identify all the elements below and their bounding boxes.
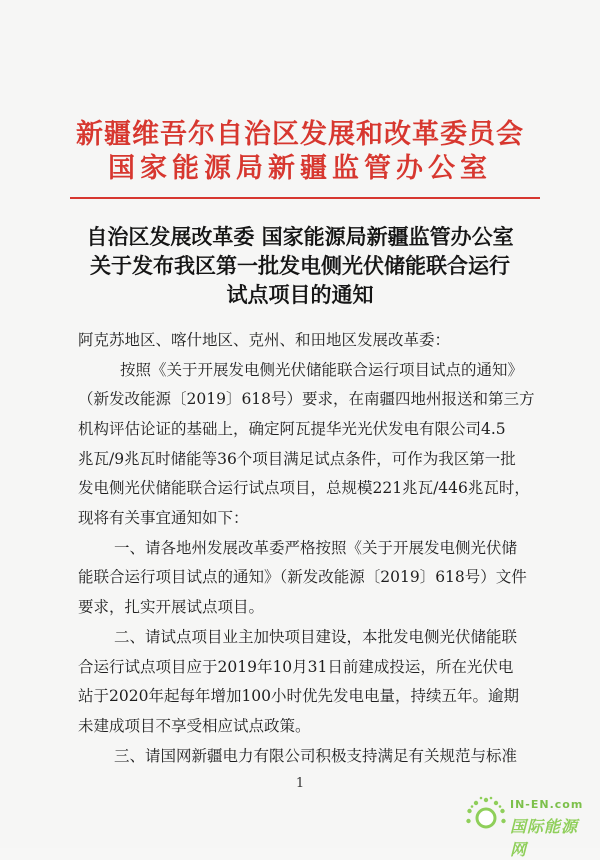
title-line-3: 试点项目的通知 xyxy=(226,282,374,307)
red-separator-rule xyxy=(70,197,540,199)
salutation-line: 阿克苏地区、喀什地区、克州、和田地区发展改革委： xyxy=(78,331,451,349)
header-org-line-2: 国家能源局新疆监管办公室 xyxy=(108,153,492,184)
header-org-line-1: 新疆维吾尔自治区发展和改革委员会 xyxy=(76,119,524,150)
watermark-chinese-text: 国际能源网 xyxy=(510,817,579,859)
title-line-2: 关于发布我区第一批发电侧光伏储能联合运行 xyxy=(90,253,510,278)
watermark-logo xyxy=(464,792,594,859)
body-line: 现将有关事宜通知如下： xyxy=(78,509,249,527)
page-number: 1 xyxy=(295,776,305,791)
body-line: 机构评估论证的基础上，确定阿瓦提华光光伏发电有限公司4.5 xyxy=(78,420,506,438)
body-line: 站于2020年起每年增加100小时优先发电电量，持续五年。逾期 xyxy=(78,687,520,705)
section-three-line: 三、请国网新疆电力有限公司积极支持满足有关规范与标准 xyxy=(114,747,518,765)
body-line: 要求，扎实开展试点项目。 xyxy=(78,598,265,616)
title-line-1: 自治区发展改革委 国家能源局新疆监管办公室 xyxy=(86,224,514,249)
section-one-line: 一、请各地州发展改革委严格按照《关于开展发电侧光伏储 xyxy=(114,539,518,557)
body-line: 合运行试点项目应于2019年10月31日前建成投运，所在光伏电 xyxy=(78,658,514,676)
body-line: 发电侧光伏储能联合运行试点项目，总规模221兆瓦/446兆瓦时， xyxy=(78,479,530,497)
body-line: （新发改能源〔2019〕618号）要求，在南疆四地州报送和第三方 xyxy=(78,390,535,408)
section-two-line: 二、请试点项目业主加快项目建设，本批发电侧光伏储能联 xyxy=(114,628,518,646)
sun-logo-icon xyxy=(464,794,508,838)
body-line: 按照《关于开展发电侧光伏储能联合运行项目试点的通知》 xyxy=(120,361,524,379)
body-line: 兆瓦/9兆瓦时储能等36个项目满足试点条件，可作为我区第一批 xyxy=(78,450,516,468)
body-line: 未建成项目不享受相应试点政策。 xyxy=(78,717,311,735)
body-line: 能联合运行项目试点的通知》（新发改能源〔2019〕618号）文件 xyxy=(78,568,527,586)
watermark-english-text: IN-EN.com xyxy=(510,798,584,811)
